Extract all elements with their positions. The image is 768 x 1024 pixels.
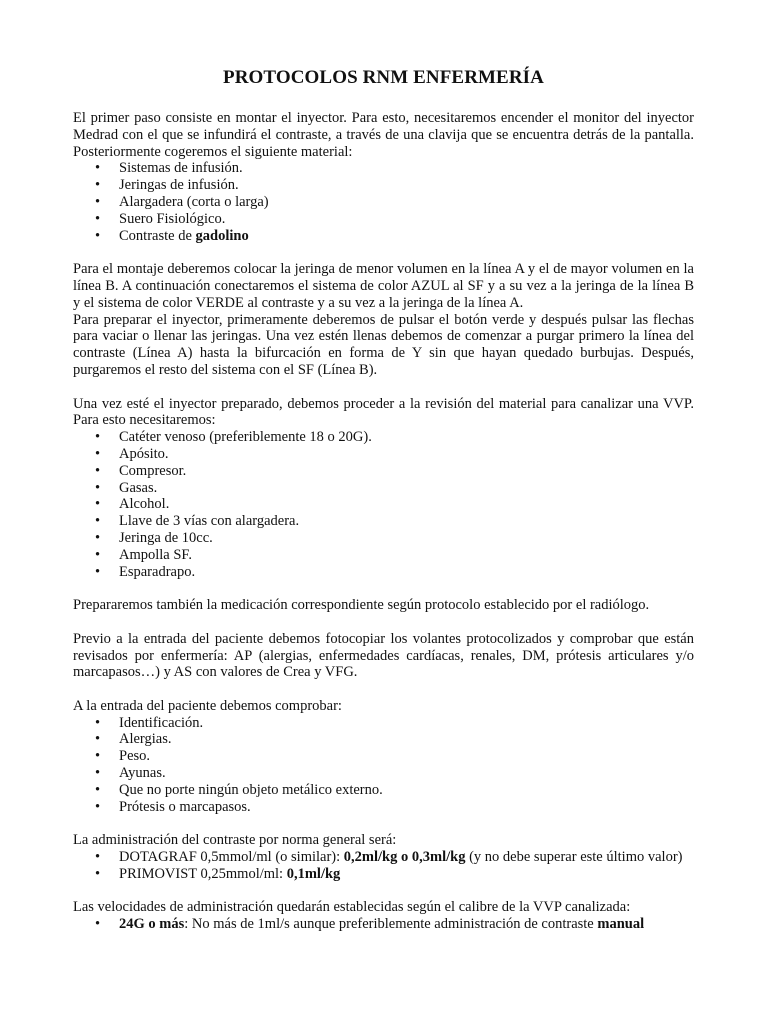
preparar-paragraph: Para preparar el inyector, primeramente deberemos de pulsar el botón verde y después pulsar las flechas para vaciar o llenar las jeringas. Una vez estén llenas debemos de comenzar a purgar primero la línea del contraste (Línea A) hasta la bifurcación en forma de Y sin que hayan quedado burbujas. Después, purgaremos el resto del sistema con el SF (Línea B). bbox=[73, 311, 694, 378]
bullet-icon: • bbox=[95, 160, 101, 177]
list-item: • DOTAGRAF 0,5mmol/ml (o similar): 0,2ml/kg o 0,3ml/kg (y no debe superar este último valor) bbox=[95, 849, 683, 866]
list-item: • Alcohol. bbox=[95, 496, 170, 513]
bullet-icon: • bbox=[95, 193, 101, 210]
bullet-icon: • bbox=[95, 445, 101, 462]
entrada-list bbox=[73, 715, 694, 816]
list-item: • Identificación. bbox=[95, 714, 204, 731]
list-item: • Catéter venoso (preferiblemente 18 o 20G). bbox=[95, 429, 372, 446]
document-page bbox=[73, 66, 694, 933]
bullet-icon: • bbox=[95, 479, 101, 496]
intro-paragraph: El primer paso consiste en montar el inyector. Para esto, necesitaremos encender el monitor del inyector Medrad con el que se infundirá el contraste, a través de una clavija que se encuentra detrás de la pantalla. Posteriormente cogeremos el siguiente material: bbox=[73, 110, 694, 160]
list-item: • Gasas. bbox=[95, 479, 158, 496]
vvp-intro-paragraph: Una vez esté el inyector preparado, debemos proceder a la revisión del material para canalizar una VVP. Para esto necesitaremos: bbox=[73, 395, 694, 429]
list-item: • Apósito. bbox=[95, 445, 169, 462]
list-item: • Suero Fisiológico. bbox=[95, 210, 226, 227]
bullet-icon: • bbox=[95, 865, 101, 882]
bullet-icon: • bbox=[95, 563, 101, 580]
bullet-icon: • bbox=[95, 714, 101, 731]
emphasis-text: 0,1ml/kg bbox=[286, 865, 341, 882]
emphasis-text: 24G o más bbox=[119, 916, 185, 933]
bullet-icon: • bbox=[95, 529, 101, 546]
bullet-icon: • bbox=[95, 210, 101, 227]
list-item: • Peso. bbox=[95, 748, 151, 765]
emphasis-text: 0,2ml/kg o 0,3ml/kg bbox=[343, 849, 466, 866]
bullet-icon: • bbox=[95, 731, 101, 748]
emphasis-text: gadolino bbox=[195, 227, 249, 244]
bullet-icon: • bbox=[95, 916, 101, 933]
list-item: • Prótesis o marcapasos. bbox=[95, 798, 251, 815]
bullet-icon: • bbox=[95, 227, 101, 244]
velocidad-intro-paragraph: Las velocidades de administración quedarán establecidas según el calibre de la VVP canalizada: bbox=[73, 899, 631, 916]
list-item: • Jeringas de infusión. bbox=[95, 177, 239, 194]
bullet-icon: • bbox=[95, 177, 101, 194]
bullet-icon: • bbox=[95, 748, 101, 765]
list-item: • Compresor. bbox=[95, 462, 187, 479]
list-item: • Ayunas. bbox=[95, 765, 166, 782]
material-list bbox=[73, 160, 694, 244]
list-item: • 24G o más: No más de 1ml/s aunque preferiblemente administración de contraste manual bbox=[95, 916, 645, 933]
bullet-icon: • bbox=[95, 513, 101, 530]
montaje-paragraph: Para el montaje deberemos colocar la jeringa de menor volumen en la línea A y el de mayor volumen en la línea B. A continuación conectaremos el sistema de color AZUL al SF y a su vez a la jeringa de la línea B y el sistema de color VERDE al contraste y a su vez a la jeringa de la línea A. bbox=[73, 261, 694, 311]
list-item: • Jeringa de 10cc. bbox=[95, 529, 213, 546]
list-item: • Que no porte ningún objeto metálico externo. bbox=[95, 781, 383, 798]
bullet-icon: • bbox=[95, 765, 101, 782]
bullet-icon: • bbox=[95, 849, 101, 866]
velocidad-list bbox=[73, 916, 694, 933]
list-item: • Esparadrapo. bbox=[95, 563, 196, 580]
admin-intro-paragraph: La administración del contraste por norma general será: bbox=[73, 832, 397, 849]
entrada-intro-paragraph: A la entrada del paciente debemos comprobar: bbox=[73, 697, 342, 714]
bullet-icon: • bbox=[95, 429, 101, 446]
list-item: • Llave de 3 vías con alargadera. bbox=[95, 513, 300, 530]
document-title: PROTOCOLOS RNM ENFERMERÍA bbox=[223, 67, 544, 88]
list-item: • Alergias. bbox=[95, 731, 172, 748]
previo-paragraph: Previo a la entrada del paciente debemos fotocopiar los volantes protocolizados y comprobar que están revisados por enfermería: AP (alergias, enfermedades cardíacas, renales, DM, prótesis articulares y/o marcapasos…) y AS con valores de Crea y VFG. bbox=[73, 630, 694, 681]
bullet-icon: • bbox=[95, 462, 101, 479]
medicacion-paragraph: Prepararemos también la medicación correspondiente según protocolo establecido por el radiólogo. bbox=[73, 597, 650, 614]
list-item: • Alargadera (corta o larga) bbox=[95, 193, 269, 210]
list-item: • Sistemas de infusión. bbox=[95, 160, 243, 177]
vvp-material-list bbox=[73, 429, 694, 580]
list-item: • PRIMOVIST 0,25mmol/ml: 0,1ml/kg bbox=[95, 865, 341, 882]
list-item: • Contraste de gadolino bbox=[95, 227, 249, 244]
bullet-icon: • bbox=[95, 798, 101, 815]
admin-list bbox=[73, 849, 694, 883]
bullet-icon: • bbox=[95, 781, 101, 798]
bullet-icon: • bbox=[95, 496, 101, 513]
list-item: • Ampolla SF. bbox=[95, 546, 192, 563]
bullet-icon: • bbox=[95, 546, 101, 563]
emphasis-text: manual bbox=[597, 916, 645, 933]
